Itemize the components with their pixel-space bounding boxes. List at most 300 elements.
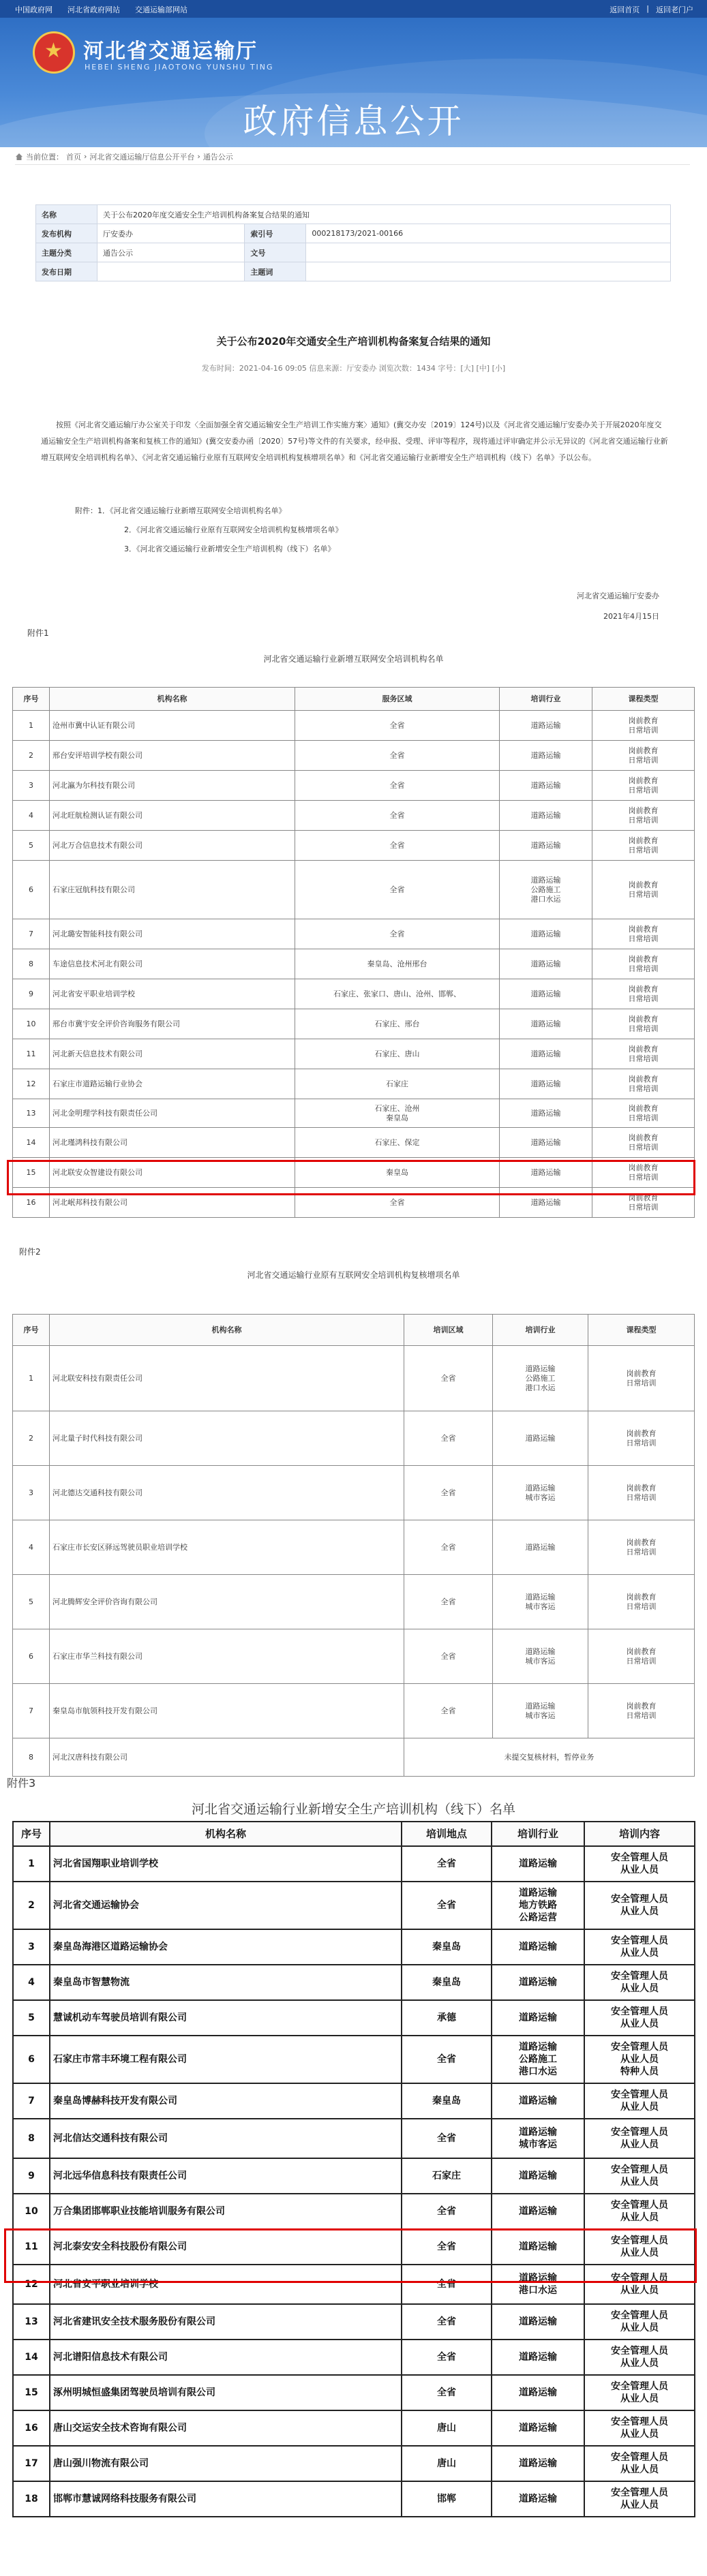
org-name: 河北联安众智建设有限公司	[50, 1158, 295, 1188]
org-name: 邯郸市慧诚网络科技服务有限公司	[50, 2481, 402, 2517]
table-row	[13, 2194, 695, 2229]
row-index: 3	[13, 771, 50, 801]
org-name: 河北腾辉安全评价咨询有限公司	[50, 1575, 404, 1629]
row-index: 5	[13, 1575, 50, 1629]
region: 全省	[402, 2265, 492, 2304]
course-type: 岗前教育 日常培训	[588, 1684, 695, 1738]
region: 全省	[402, 2119, 492, 2158]
sign-date: 2021年4月15日	[603, 612, 659, 621]
table-row	[13, 2446, 695, 2481]
row-index: 4	[13, 1965, 50, 2000]
table-row	[13, 861, 695, 919]
table-row	[13, 1629, 695, 1684]
doc-meta-table: 名称 关于公布2020年度交通安全生产培训机构备案复合结果的通知 发布机构 厅安委办 索引号 000218173/2021-00166 主题分类 通告公示 文号 发布日期 主题词	[35, 204, 671, 281]
industry: 道路运输	[500, 1009, 592, 1039]
industry: 道路运输	[492, 2083, 584, 2119]
org-name: 河北泰安安全科技股份有限公司	[50, 2229, 402, 2265]
course-type: 岗前教育 日常培训	[592, 1069, 695, 1099]
course-type: 岗前教育 日常培训	[592, 801, 695, 831]
region: 全省	[295, 919, 500, 949]
course-type: 岗前教育 日常培训	[592, 1099, 695, 1128]
course-type: 岗前教育 日常培训	[588, 1575, 695, 1629]
attachment-2-link[interactable]: 2．《河北省交通运输行业原有互联网安全培训机构复核增项名单》	[124, 525, 343, 534]
region: 全省	[295, 1188, 500, 1218]
course-type: 岗前教育 日常培训	[592, 1158, 695, 1188]
industry: 道路运输	[500, 979, 592, 1009]
region: 唐山	[402, 2446, 492, 2481]
org-name: 石家庄市道路运输行业协会	[50, 1069, 295, 1099]
table-row	[13, 2304, 695, 2340]
org-name: 河北省建讯安全技术服务股份有限公司	[50, 2304, 402, 2340]
industry: 道路运输 城市客运	[492, 2119, 584, 2158]
course-type: 安全管理人员 从业人员	[584, 1882, 695, 1929]
region: 秦皇岛、沧州邢台	[295, 949, 500, 979]
row-index: 16	[13, 1188, 50, 1218]
course-type: 岗前教育 日常培训	[592, 1009, 695, 1039]
table-row	[13, 771, 695, 801]
course-type: 安全管理人员 从业人员	[584, 2410, 695, 2446]
table-row	[13, 2375, 695, 2410]
industry: 道路运输	[500, 1158, 592, 1188]
row-index: 1	[13, 711, 50, 741]
org-name: 涿州明城恒盛集团驾驶员培训有限公司	[50, 2375, 402, 2410]
region: 唐山	[402, 2410, 492, 2446]
industry: 道路运输	[492, 2375, 584, 2410]
industry: 道路运输	[500, 771, 592, 801]
table-row	[13, 1575, 695, 1629]
org-name: 河北瀛为尔科技有限公司	[50, 771, 295, 801]
industry: 道路运输	[492, 1846, 584, 1882]
org-name: 河北联安科技有限责任公司	[50, 1346, 404, 1411]
course-type: 安全管理人员 从业人员	[584, 2083, 695, 2119]
col-header: 序号	[13, 688, 50, 711]
org-name: 慧诚机动车驾驶员培训有限公司	[50, 2000, 402, 2036]
table-row	[13, 741, 695, 771]
row-index: 9	[13, 2158, 50, 2194]
region: 全省	[404, 1346, 493, 1411]
row-index: 17	[13, 2446, 50, 2481]
table-row	[13, 2119, 695, 2158]
course-type: 安全管理人员 从业人员 特种人员	[584, 2036, 695, 2083]
row-index: 5	[13, 831, 50, 861]
row-index: 7	[13, 919, 50, 949]
row-index: 2	[13, 741, 50, 771]
region: 全省	[295, 741, 500, 771]
course-type: 安全管理人员 从业人员	[584, 2158, 695, 2194]
table-row	[13, 1188, 695, 1218]
org-name: 石家庄冠航科技有限公司	[50, 861, 295, 919]
row-index: 9	[13, 979, 50, 1009]
region: 全省	[295, 861, 500, 919]
industry: 道路运输	[500, 1099, 592, 1128]
table-row	[13, 2158, 695, 2194]
org-name: 河北璐安智能科技有限公司	[50, 919, 295, 949]
region: 全省	[404, 1466, 493, 1520]
region: 邯郸	[402, 2481, 492, 2517]
course-type: 岗前教育 日常培训	[588, 1411, 695, 1466]
att3-label: 附件3	[7, 1777, 36, 1790]
org-name: 邢台安评培训学校有限公司	[50, 741, 295, 771]
header-banner	[0, 18, 707, 147]
row-index: 13	[13, 1099, 50, 1128]
industry: 道路运输 公路施工 港口水运	[492, 2036, 584, 2083]
link-old-portal[interactable]: 返回老门户	[656, 5, 693, 14]
crumb-home[interactable]: 首页	[66, 152, 81, 162]
doc-body: 按照《河北省交通运输厅办公室关于印发〈全面加强全省交通运输安全生产培训工作实施方案〉通知》(冀交办安〔2019〕124号)以及《河北省交通运输厅安委办关于开展2020年度交通运输安全生产培训机构备案和复核工作的通知》(冀交安委办函〔2020〕57号)等文件的有关要求，经申报、受理、评审等程序，现将通过评审确定并公示无异议的《河北省交通运输行业新增互联网安全培训机构名单》、《河北省交通运输行业原有互联网安全培训机构复核增项名单》和《河北省交通运输行业新增安全生产培训机构（线下）名单》予以公布。	[41, 420, 668, 462]
org-name: 石家庄市常丰环境工程有限公司	[50, 2036, 402, 2083]
industry: 道路运输	[500, 919, 592, 949]
course-type: 岗前教育 日常培训	[592, 711, 695, 741]
att2-label: 附件2	[19, 1247, 41, 1257]
course-type: 安全管理人员 从业人员	[584, 2446, 695, 2481]
industry: 道路运输	[500, 949, 592, 979]
table-row	[13, 1738, 695, 1777]
row-index: 12	[13, 2265, 50, 2304]
row-index: 10	[13, 1009, 50, 1039]
region: 全省	[295, 711, 500, 741]
col-header: 机构名称	[50, 688, 295, 711]
region: 全省	[402, 2304, 492, 2340]
top-links	[15, 4, 187, 15]
industry: 道路运输 地方铁路 公路运营	[492, 1882, 584, 1929]
att3-table	[12, 1821, 695, 2517]
table-row	[13, 2340, 695, 2375]
col-header: 培训行业	[493, 1315, 588, 1346]
course-type: 安全管理人员 从业人员	[584, 2375, 695, 2410]
meta-title: 关于公布2020年度交通安全生产培训机构备案复合结果的通知	[97, 205, 671, 224]
table-row	[13, 1009, 695, 1039]
org-name: 河北量子时代科技有限公司	[50, 1411, 404, 1466]
banner-title: 政府信息公开	[243, 102, 464, 141]
row-index: 4	[13, 1520, 50, 1575]
row-index: 1	[13, 1846, 50, 1882]
row-index: 1	[13, 1346, 50, 1411]
region: 石家庄、沧州 秦皇岛	[295, 1099, 500, 1128]
industry: 道路运输 公路施工 港口水运	[500, 861, 592, 919]
att1-table	[12, 687, 695, 1218]
region: 全省	[295, 771, 500, 801]
region: 全省	[404, 1629, 493, 1684]
doc-title: 关于公布2020年交通安全生产培训机构备案复合结果的通知	[216, 335, 491, 348]
row-index: 13	[13, 2304, 50, 2340]
industry: 道路运输	[492, 1929, 584, 1965]
table-row	[13, 1846, 695, 1882]
course-type: 岗前教育 日常培训	[588, 1629, 695, 1684]
industry: 道路运输 公路施工 港口水运	[493, 1346, 588, 1411]
course-type: 安全管理人员 从业人员	[584, 2340, 695, 2375]
col-header: 课程类型	[588, 1315, 695, 1346]
region: 全省	[404, 1520, 493, 1575]
table-row	[13, 2481, 695, 2517]
crumb-category[interactable]: 通告公示	[202, 152, 233, 162]
industry: 道路运输	[492, 2194, 584, 2229]
industry: 道路运输	[500, 801, 592, 831]
table-row	[13, 831, 695, 861]
site-name-en: HEBEI SHENG JIAOTONG YUNSHU TING	[85, 63, 274, 72]
org-name: 河北新天信息技术有限公司	[50, 1039, 295, 1069]
course-type: 安全管理人员 从业人员	[584, 2194, 695, 2229]
row-index: 15	[13, 2375, 50, 2410]
col-header: 培训行业	[492, 1822, 584, 1846]
att1-label: 附件1	[27, 628, 49, 638]
col-header: 序号	[13, 1315, 50, 1346]
org-name: 秦皇岛博赫科技开发有限公司	[50, 2083, 402, 2119]
row-index: 3	[13, 1466, 50, 1520]
industry: 道路运输 城市客运	[493, 1466, 588, 1520]
link-ministry[interactable]: 交通运输部网站	[135, 5, 187, 14]
region: 全省	[402, 1882, 492, 1929]
table-row	[13, 801, 695, 831]
industry: 道路运输	[492, 1965, 584, 2000]
breadcrumb: 当前位置： 首页 › 河北省交通运输厅信息公开平台 › 通告公示	[15, 149, 690, 165]
industry: 道路运输	[500, 1128, 592, 1158]
row-index: 14	[13, 2340, 50, 2375]
industry: 道路运输	[492, 2229, 584, 2265]
attachment-3-link[interactable]: 3．《河北省交通运输行业新增安全生产培训机构（线下）名单》	[124, 545, 335, 553]
row-index: 10	[13, 2194, 50, 2229]
industry: 道路运输	[492, 2000, 584, 2036]
course-type: 岗前教育 日常培训	[592, 861, 695, 919]
region: 全省	[402, 2036, 492, 2083]
crumb-platform[interactable]: 河北省交通运输厅信息公开平台	[89, 152, 195, 162]
course-type: 岗前教育 日常培训	[592, 919, 695, 949]
row-index: 8	[13, 1738, 50, 1777]
industry: 道路运输	[500, 831, 592, 861]
row-index: 2	[13, 1882, 50, 1929]
row-index: 15	[13, 1158, 50, 1188]
org-name: 河北省安平职业培训学校	[50, 979, 295, 1009]
col-header: 序号	[13, 1822, 50, 1846]
region: 全省	[404, 1575, 493, 1629]
col-header: 服务区域	[295, 688, 500, 711]
table-row	[13, 1882, 695, 1929]
row-index: 14	[13, 1128, 50, 1158]
link-home[interactable]: 返回首页	[610, 5, 640, 14]
link-province[interactable]: 河北省政府网站	[67, 5, 120, 14]
region: 石家庄、保定	[295, 1128, 500, 1158]
table-row	[13, 2229, 695, 2265]
att1-caption: 河北省交通运输行业新增互联网安全培训机构名单	[263, 654, 444, 664]
region: 秦皇岛	[402, 1965, 492, 2000]
course-type: 岗前教育 日常培训	[592, 949, 695, 979]
course-type: 岗前教育 日常培训	[588, 1466, 695, 1520]
table-row	[13, 2410, 695, 2446]
row-index: 3	[13, 1929, 50, 1965]
org-name: 秦皇岛市航领科技开发有限公司	[50, 1684, 404, 1738]
org-name: 河北德达交通科技有限公司	[50, 1466, 404, 1520]
org-name: 石家庄市长安区驿远驾驶员职业培训学校	[50, 1520, 404, 1575]
industry: 道路运输	[493, 1411, 588, 1466]
industry: 道路运输 港口水运	[492, 2265, 584, 2304]
course-type: 岗前教育 日常培训	[592, 831, 695, 861]
row-index: 8	[13, 2119, 50, 2158]
course-type: 岗前教育 日常培训	[592, 979, 695, 1009]
col-header: 培训地点	[402, 1822, 492, 1846]
region: 石家庄、邢台	[295, 1009, 500, 1039]
attachment-1-link[interactable]: 附件：1．《河北省交通运输行业新增互联网安全培训机构名单》	[75, 506, 286, 515]
org-name: 河北金明理学科技有限责任公司	[50, 1099, 295, 1128]
org-name: 河北谱阳信息技术有限公司	[50, 2340, 402, 2375]
industry: 道路运输	[492, 2304, 584, 2340]
industry: 道路运输	[492, 2446, 584, 2481]
industry: 道路运输	[492, 2340, 584, 2375]
org-name: 河北瑾鸿科技有限公司	[50, 1128, 295, 1158]
region: 全省	[295, 831, 500, 861]
course-type: 安全管理人员 从业人员	[584, 2229, 695, 2265]
industry: 道路运输 城市客运	[493, 1629, 588, 1684]
table-row	[13, 1965, 695, 2000]
row-index: 2	[13, 1411, 50, 1466]
org-name: 邢台市冀宇安全评价咨询服务有限公司	[50, 1009, 295, 1039]
org-name: 河北省国翔职业培训学校	[50, 1846, 402, 1882]
table-row	[13, 1929, 695, 1965]
org-name: 河北岷邦科技有限公司	[50, 1188, 295, 1218]
course-type: 岗前教育 日常培训	[592, 1128, 695, 1158]
industry: 道路运输	[493, 1520, 588, 1575]
row-note: 未提交复核材料，暂停业务	[404, 1738, 695, 1777]
org-name: 石家庄市华兰科技有限公司	[50, 1629, 404, 1684]
region: 全省	[402, 2340, 492, 2375]
industry: 道路运输	[500, 1069, 592, 1099]
region: 秦皇岛	[402, 1929, 492, 1965]
region: 秦皇岛	[295, 1158, 500, 1188]
region: 全省	[404, 1411, 493, 1466]
course-type: 安全管理人员 从业人员	[584, 2000, 695, 2036]
org-name: 河北信达交通科技有限公司	[50, 2119, 402, 2158]
row-index: 18	[13, 2481, 50, 2517]
doc-info: 发布时间：2021-04-16 09:05 信息来源：厅安委办 浏览次数：1434 字号：[大] [中] [小]	[201, 364, 506, 373]
course-type: 岗前教育 日常培训	[592, 771, 695, 801]
table-row	[13, 1128, 695, 1158]
region: 石家庄、唐山	[295, 1039, 500, 1069]
region: 全省	[402, 2229, 492, 2265]
site-name[interactable]: 河北省交通运输厅	[83, 40, 258, 63]
row-index: 4	[13, 801, 50, 831]
table-row	[13, 1411, 695, 1466]
table-row	[13, 1039, 695, 1069]
row-index: 7	[13, 2083, 50, 2119]
course-type: 安全管理人员 从业人员	[584, 1846, 695, 1882]
course-type: 岗前教育 日常培训	[588, 1520, 695, 1575]
course-type: 岗前教育 日常培训	[588, 1346, 695, 1411]
table-row	[13, 949, 695, 979]
course-type: 安全管理人员 从业人员	[584, 1965, 695, 2000]
org-name: 河北汉唐科技有限公司	[50, 1738, 404, 1777]
table-row	[13, 1069, 695, 1099]
region: 全省	[295, 801, 500, 831]
industry: 道路运输	[500, 1039, 592, 1069]
row-index: 16	[13, 2410, 50, 2446]
col-header: 培训行业	[500, 688, 592, 711]
row-index: 11	[13, 2229, 50, 2265]
industry: 道路运输	[500, 741, 592, 771]
region: 全省	[402, 2375, 492, 2410]
course-type: 安全管理人员 从业人员	[584, 2119, 695, 2158]
org-name: 河北旺航检测认证有限公司	[50, 801, 295, 831]
region: 秦皇岛	[402, 2083, 492, 2119]
signer: 河北省交通运输厅安委办	[577, 592, 659, 600]
course-type: 安全管理人员 从业人员	[584, 1929, 695, 1965]
industry: 道路运输	[492, 2481, 584, 2517]
region: 石家庄、张家口、唐山、沧州、邯郸、	[295, 979, 500, 1009]
region: 全省	[402, 2194, 492, 2229]
table-row	[13, 1466, 695, 1520]
org-name: 河北省交通运输协会	[50, 1882, 402, 1929]
table-row	[13, 2265, 695, 2304]
org-name: 唐山强川物流有限公司	[50, 2446, 402, 2481]
industry: 道路运输	[492, 2410, 584, 2446]
org-name: 河北省安平职业培训学校	[50, 2265, 402, 2304]
row-index: 5	[13, 2000, 50, 2036]
org-name: 秦皇岛海港区道路运输协会	[50, 1929, 402, 1965]
org-name: 秦皇岛市智慧物流	[50, 1965, 402, 2000]
national-emblem-icon: ★	[33, 31, 75, 74]
industry: 道路运输	[500, 711, 592, 741]
row-index: 7	[13, 1684, 50, 1738]
table-row	[13, 2036, 695, 2083]
course-type: 安全管理人员 从业人员	[584, 2481, 695, 2517]
row-index: 8	[13, 949, 50, 979]
org-name: 车途信息技术河北有限公司	[50, 949, 295, 979]
region: 承德	[402, 2000, 492, 2036]
table-row	[13, 1520, 695, 1575]
table-row	[13, 1684, 695, 1738]
org-name: 河北万合信息技术有限公司	[50, 831, 295, 861]
org-name: 沧州市冀中认证有限公司	[50, 711, 295, 741]
row-index: 11	[13, 1039, 50, 1069]
att2-table	[12, 1314, 695, 1777]
industry: 道路运输	[500, 1188, 592, 1218]
org-name: 河北远华信息科技有限责任公司	[50, 2158, 402, 2194]
region: 全省	[404, 1684, 493, 1738]
link-gov[interactable]: 中国政府网	[15, 5, 52, 14]
course-type: 安全管理人员 从业人员	[584, 2304, 695, 2340]
org-name: 万合集团邯郸职业技能培训服务有限公司	[50, 2194, 402, 2229]
region: 石家庄	[402, 2158, 492, 2194]
col-header: 课程类型	[592, 688, 695, 711]
col-header: 机构名称	[50, 1315, 404, 1346]
industry: 道路运输	[492, 2158, 584, 2194]
course-type: 岗前教育 日常培训	[592, 741, 695, 771]
top-bar	[0, 0, 707, 18]
table-row	[13, 711, 695, 741]
course-type: 岗前教育 日常培训	[592, 1188, 695, 1218]
table-row	[13, 919, 695, 949]
att2-caption: 河北省交通运输行业原有互联网安全培训机构复核增项名单	[247, 1270, 460, 1280]
table-row	[13, 1099, 695, 1128]
region: 全省	[402, 1846, 492, 1882]
table-row	[13, 979, 695, 1009]
table-row	[13, 1346, 695, 1411]
course-type: 安全管理人员 从业人员	[584, 2265, 695, 2304]
table-row	[13, 1158, 695, 1188]
row-index: 6	[13, 1629, 50, 1684]
row-index: 6	[13, 2036, 50, 2083]
region: 石家庄	[295, 1069, 500, 1099]
table-row	[13, 2000, 695, 2036]
col-header: 培训区域	[404, 1315, 493, 1346]
col-header: 培训内容	[584, 1822, 695, 1846]
col-header: 机构名称	[50, 1822, 402, 1846]
industry: 道路运输 城市客运	[493, 1684, 588, 1738]
att3-caption: 河北省交通运输行业新增安全生产培训机构（线下）名单	[191, 1802, 515, 1817]
industry: 道路运输 城市客运	[493, 1575, 588, 1629]
org-name: 唐山交运安全技术咨询有限公司	[50, 2410, 402, 2446]
table-row	[13, 2083, 695, 2119]
top-right-links: 返回首页 | 返回老门户	[610, 4, 693, 14]
course-type: 岗前教育 日常培训	[592, 1039, 695, 1069]
row-index: 12	[13, 1069, 50, 1099]
